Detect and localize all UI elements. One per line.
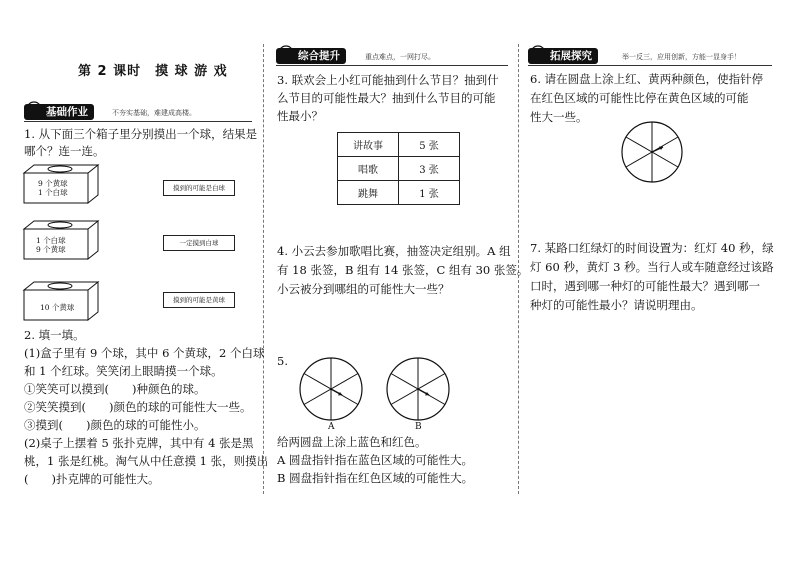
- q2-line-7: (2)桌子上摆着 5 张扑克牌，其中有 4 张是黑: [24, 436, 254, 450]
- q7-line-1: 7. 某路口红绿灯的时间设置为：红灯 40 秒，绿: [530, 241, 774, 255]
- q1-line-1: 1. 从下面三个箱子里分别摸出一个球，结果是: [24, 127, 258, 141]
- section-badge-explore: 拓展探究: [528, 48, 598, 64]
- q1-line-2: 哪个？连一连。: [24, 144, 105, 158]
- table-cell: 5 张: [399, 133, 460, 157]
- q7-line-4: 种灯的可能性最小？请说明理由。: [530, 298, 703, 312]
- q7-line-2: 灯 60 秒，黄灯 3 秒。当行人或车随意经过该路: [530, 260, 774, 274]
- spinner-b-label: B: [415, 422, 422, 432]
- q5-line-3: B 圆盘指针指在红色区域的可能性大。: [277, 471, 474, 485]
- section-subtitle-improve: 重点难点，一网打尽。: [365, 53, 435, 61]
- q2-line-3: 和 1 个红球。笑笑闭上眼睛摸一个球。: [24, 364, 223, 378]
- q3-line-2: 么节目的可能性最大？抽到什么节目的可能: [277, 91, 496, 105]
- q4-line-1: 4. 小云去参加歌唱比赛，抽签决定组别。A 组: [277, 244, 511, 258]
- q2-line-8: 桃，1 张是红桃。淘气从中任意摸 1 张，则摸出: [24, 454, 269, 468]
- section-rule-explore: [528, 65, 772, 66]
- table-cell: 唱歌: [338, 157, 399, 181]
- section-badge-basic: 基础作业: [24, 104, 94, 120]
- ball-box-2-label-a: 1 个白球: [36, 236, 66, 245]
- spinner-a-label: A: [328, 422, 335, 432]
- q5-line-2: A 圆盘指针指在蓝色区域的可能性大。: [277, 453, 473, 467]
- q2-line-1: 2. 填一填。: [24, 328, 85, 342]
- lesson-title: 第 2 课时 摸 球 游 戏: [78, 64, 228, 79]
- ball-box-3-label: 10 个黄球: [40, 303, 75, 312]
- q6-line-1: 6. 请在圆盘上涂上红、黄两种颜色，使指针停: [530, 72, 764, 86]
- section-subtitle-explore: 举一反三，应用创新，方能一显身手！: [622, 53, 741, 61]
- ball-box-1-label-b: 1 个白球: [38, 188, 68, 197]
- spinner-b: [385, 356, 451, 422]
- q2-line-9: ( )扑克牌的可能性大。: [24, 472, 160, 486]
- section-subtitle-basic: 不夯实基础，难建成高楼。: [112, 109, 196, 117]
- table-cell: 讲故事: [338, 133, 399, 157]
- q3-line-3: 性最小？: [277, 109, 323, 123]
- q2-line-2: (1)盒子里有 9 个球，其中 6 个黄球，2 个白球: [24, 346, 265, 360]
- table-row: [338, 133, 460, 157]
- column-divider-1: [263, 44, 264, 494]
- q5-line-1: 给两圆盘上涂上蓝色和红色。: [277, 435, 427, 449]
- q2-line-4: ①笑笑可以摸到( )种颜色的球。: [24, 382, 206, 396]
- q6-line-3: 性大一些。: [530, 110, 588, 124]
- q2-line-6: ③摸到( )颜色的球的可能性小。: [24, 418, 206, 432]
- answer-box-3[interactable]: 摸到的可能是黄球: [163, 292, 235, 308]
- section-badge-improve: 综合提升: [276, 48, 346, 64]
- answer-box-2[interactable]: 一定摸到白球: [163, 235, 235, 251]
- section-rule-improve: [276, 65, 508, 66]
- q2-line-5: ②笑笑摸到( )颜色的球的可能性大一些。: [24, 400, 252, 414]
- table-cell: 跳舞: [338, 181, 399, 205]
- q4-line-3: 小云被分到哪组的可能性大一些？: [277, 282, 450, 296]
- spinner-q6: [620, 120, 684, 184]
- section-rule-basic: [24, 121, 252, 122]
- table-cell: 1 张: [399, 181, 460, 205]
- ball-box-1-label-a: 9 个黄球: [38, 179, 68, 188]
- ball-box-2-label-b: 9 个黄球: [36, 245, 66, 254]
- spinner-a: [298, 356, 364, 422]
- q5-number: 5.: [277, 354, 288, 368]
- q4-line-2: 有 18 张签，B 组有 14 张签，C 组有 30 张签。: [277, 263, 529, 277]
- table-cell: 3 张: [399, 157, 460, 181]
- table-row: [338, 181, 460, 205]
- q7-line-3: 口时，遇到哪一种灯的可能性最大？遇到哪一: [530, 279, 760, 293]
- ball-box-3: [22, 280, 100, 322]
- q6-line-2: 在红色区域的可能性比停在黄色区域的可能: [530, 91, 749, 105]
- program-table: [337, 132, 460, 205]
- answer-box-1[interactable]: 摸到的可能是白球: [163, 180, 235, 196]
- q3-line-1: 3. 联欢会上小红可能抽到什么节目？抽到什: [277, 73, 499, 87]
- table-row: [338, 157, 460, 181]
